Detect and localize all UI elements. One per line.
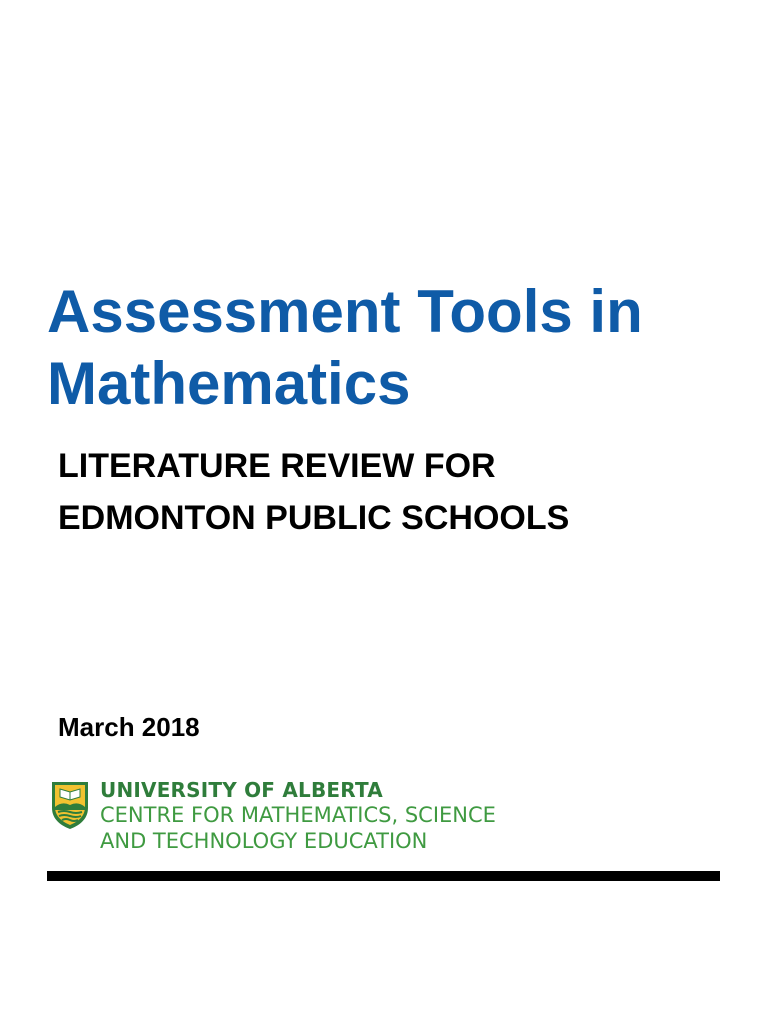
subtitle-line-2: EDMONTON PUBLIC SCHOOLS	[58, 499, 570, 537]
title-line-1: Assessment Tools in	[47, 278, 643, 345]
subtitle-line-1: LITERATURE REVIEW FOR	[58, 447, 496, 485]
university-crest-icon	[50, 780, 90, 830]
document-title	[47, 276, 747, 420]
document-subtitle	[58, 440, 569, 544]
publication-date: March 2018	[58, 712, 200, 742]
centre-name-line-1: CENTRE FOR MATHEMATICS, SCIENCE	[100, 803, 496, 827]
centre-name-line-2: AND TECHNOLOGY EDUCATION	[100, 829, 428, 853]
university-logo	[50, 780, 550, 860]
university-name: UNIVERSITY OF ALBERTA	[100, 778, 383, 802]
logo-text	[100, 778, 496, 854]
horizontal-rule	[47, 871, 720, 881]
title-line-2: Mathematics	[47, 350, 411, 417]
